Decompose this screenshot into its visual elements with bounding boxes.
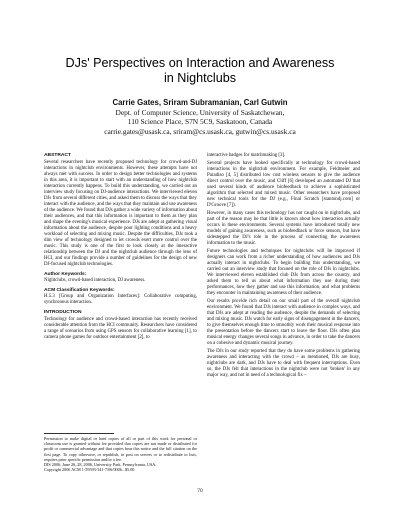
paper-title: [0, 56, 400, 86]
left-column: [44, 153, 197, 341]
keywords-heading: Author Keywords:: [44, 272, 87, 277]
right-paragraph-6: The DJs in our study reported that they do have some problems in gathering awareness and interacting with the crowd – as mentioned, DJs are busy, nightclubs are dark, and DJs have to deal with frequent interruptions. Even so, the DJs felt that interactions in the nightclub were not 'broken' in any major way, and not in need of a technological fix –: [207, 349, 360, 378]
permission-block: [44, 433, 197, 472]
intro-text: Technology for audience and crowd-based interaction has recently received considerable attention from the HCI community. Researchers have considered a range of scenarios from using GPS sensors for collaborative learning [1], to camera phone games for outdoor entertainment [2], to: [44, 317, 197, 340]
right-paragraph-4: Future technologies and techniques for nightclubs will be improved if designers can work from a richer understanding of how audiences and DJs actually interact in nightclubs. To begin building this understanding, we carried out an interview study that focused on the role of DJs in nightclubs. We interviewed eleven established club DJs from across the country, and asked them to tell us about what information they use during their performances, how they gather and use this information, and what problems they encounter in maintaining awareness of their audience.: [207, 249, 360, 296]
footnote-rule: [44, 433, 114, 434]
page-number: 70: [197, 488, 203, 494]
title-line-1: DJs' Perspectives on Interaction and Awareness: [65, 56, 335, 70]
right-paragraph-2: Several projects have looked specifically at technology for crowd-based interactions in the nightclub environment. For example, Feldmeier and Paradiso [4, 5] distributed low cost wireless sensors to give the audience direct control over the music, and Cliff [6] developed an automated DJ that used several kinds of audience biofeedback to achieve a sophisticated algorithm that selected and mixed music. Other researchers have proposed new technical tools for the DJ (e.g., Final Scratch [stantondj.com] or D'Groove [7]).: [207, 161, 360, 208]
author-names: Carrie Gates, Sriram Subramanian, Carl Gutwin: [112, 98, 288, 107]
right-paragraph-3: However, in many cases this technology has not caught on in nightclubs, and part of the reason may be that little is known about how interaction actually occurs in these environments. Several systems have introduced totally new models of gaining awareness, such as biofeedback or force sensors, but have sidestepped the DJ's role in the process of connecting the awareness information to the music.: [207, 211, 360, 246]
abstract-text: Several researchers have recently proposed technology for crowd-and-DJ interactions in nightclub environments. However, these attempts have not always met with success. In order to design better technologies and systems in this area, it is important to start with an understanding of how nightclub interaction currently happens. To build this understanding, we carried out an interview study focusing on DJ-audience interactions. We interviewed eleven DJs from several different cities, and asked them to discuss the ways that they interact with the audience, and the ways that they maintain and use awareness of the audience. We found that DJs gather a wide variety of information about their audiences, and that this information is important to them as they plan and shape the evening's musical experience. DJs are adept at gathering visual information about the audience, despite poor lighting conditions and a heavy workload of selecting and mixing music. Despite the difficulties, DJs took a dim view of technology designed to let crowds exert more control over the music. This study is one of the first to look closely at the interactive relationship between the DJ and the nightclub audience through the lens of HCI, and our findings provide a number of guidelines for the design of new DJ-focused nightclub technologies.: [44, 160, 197, 267]
acm-heading: ACM Classification Keywords:: [44, 288, 115, 293]
permission-text: Permission to make digital or hard copies of all or part of this work for personal or classroom use is granted without fee provided that copies are not made or distributed for profit or commercial advantage and that copies bear this notice and the full citation on the first page. To copy otherwise, or republish, to post on servers or to redistribute to lists, requires prior specific permission and/or a fee.: [44, 436, 197, 462]
copyright-text: Copyright 2006 ACM 1-59593-341-7/06/0006...$5.00.: [44, 467, 136, 473]
right-paragraph-5: Our results provide rich detail on our small part of the overall nightclub environment. We found that DJs interact with audience in complex ways, and that DJs are adept at reading the audience, despite the demands of selecting and mixing music. DJs watch for early signs of disengagement in the dancers, to give themselves enough time to smoothly work their musical response into the presentation before the dancers start to leave the floor. DJs often plan musical energy changes several songs in advance, in order to take the dancers on a cohesive and dynamic musical journey.: [207, 299, 360, 346]
author-dept: Dept. of Computer Science, University of Saskatchewan,: [115, 107, 285, 117]
right-column: [207, 153, 360, 379]
right-paragraph-1: interactive badges for matchmaking [3].: [207, 153, 286, 158]
author-address: 110 Science Place, S7N 5C9, Saskatoon, Canada: [127, 117, 273, 127]
acm-text: H.5.3 [Group and Organization Interfaces]: Collaborative computing, synchronous interaction.: [44, 294, 197, 305]
title-line-2: in Nightclubs: [163, 71, 237, 85]
abstract-heading: ABSTRACT: [44, 153, 71, 158]
conference-text: DIS 2006, June 26–28, 2006, University Park, Pennsylvania, USA.: [44, 462, 157, 468]
keywords-text: Nightclubs, crowd-based interaction, DJ awareness.: [44, 278, 146, 283]
author-emails: carrie.gates@usask.ca, sriram@cs.usask.ca, gutwin@cs.usask.ca: [104, 126, 296, 136]
intro-heading: INTRODUCTION: [44, 310, 82, 315]
author-block: [0, 98, 400, 136]
